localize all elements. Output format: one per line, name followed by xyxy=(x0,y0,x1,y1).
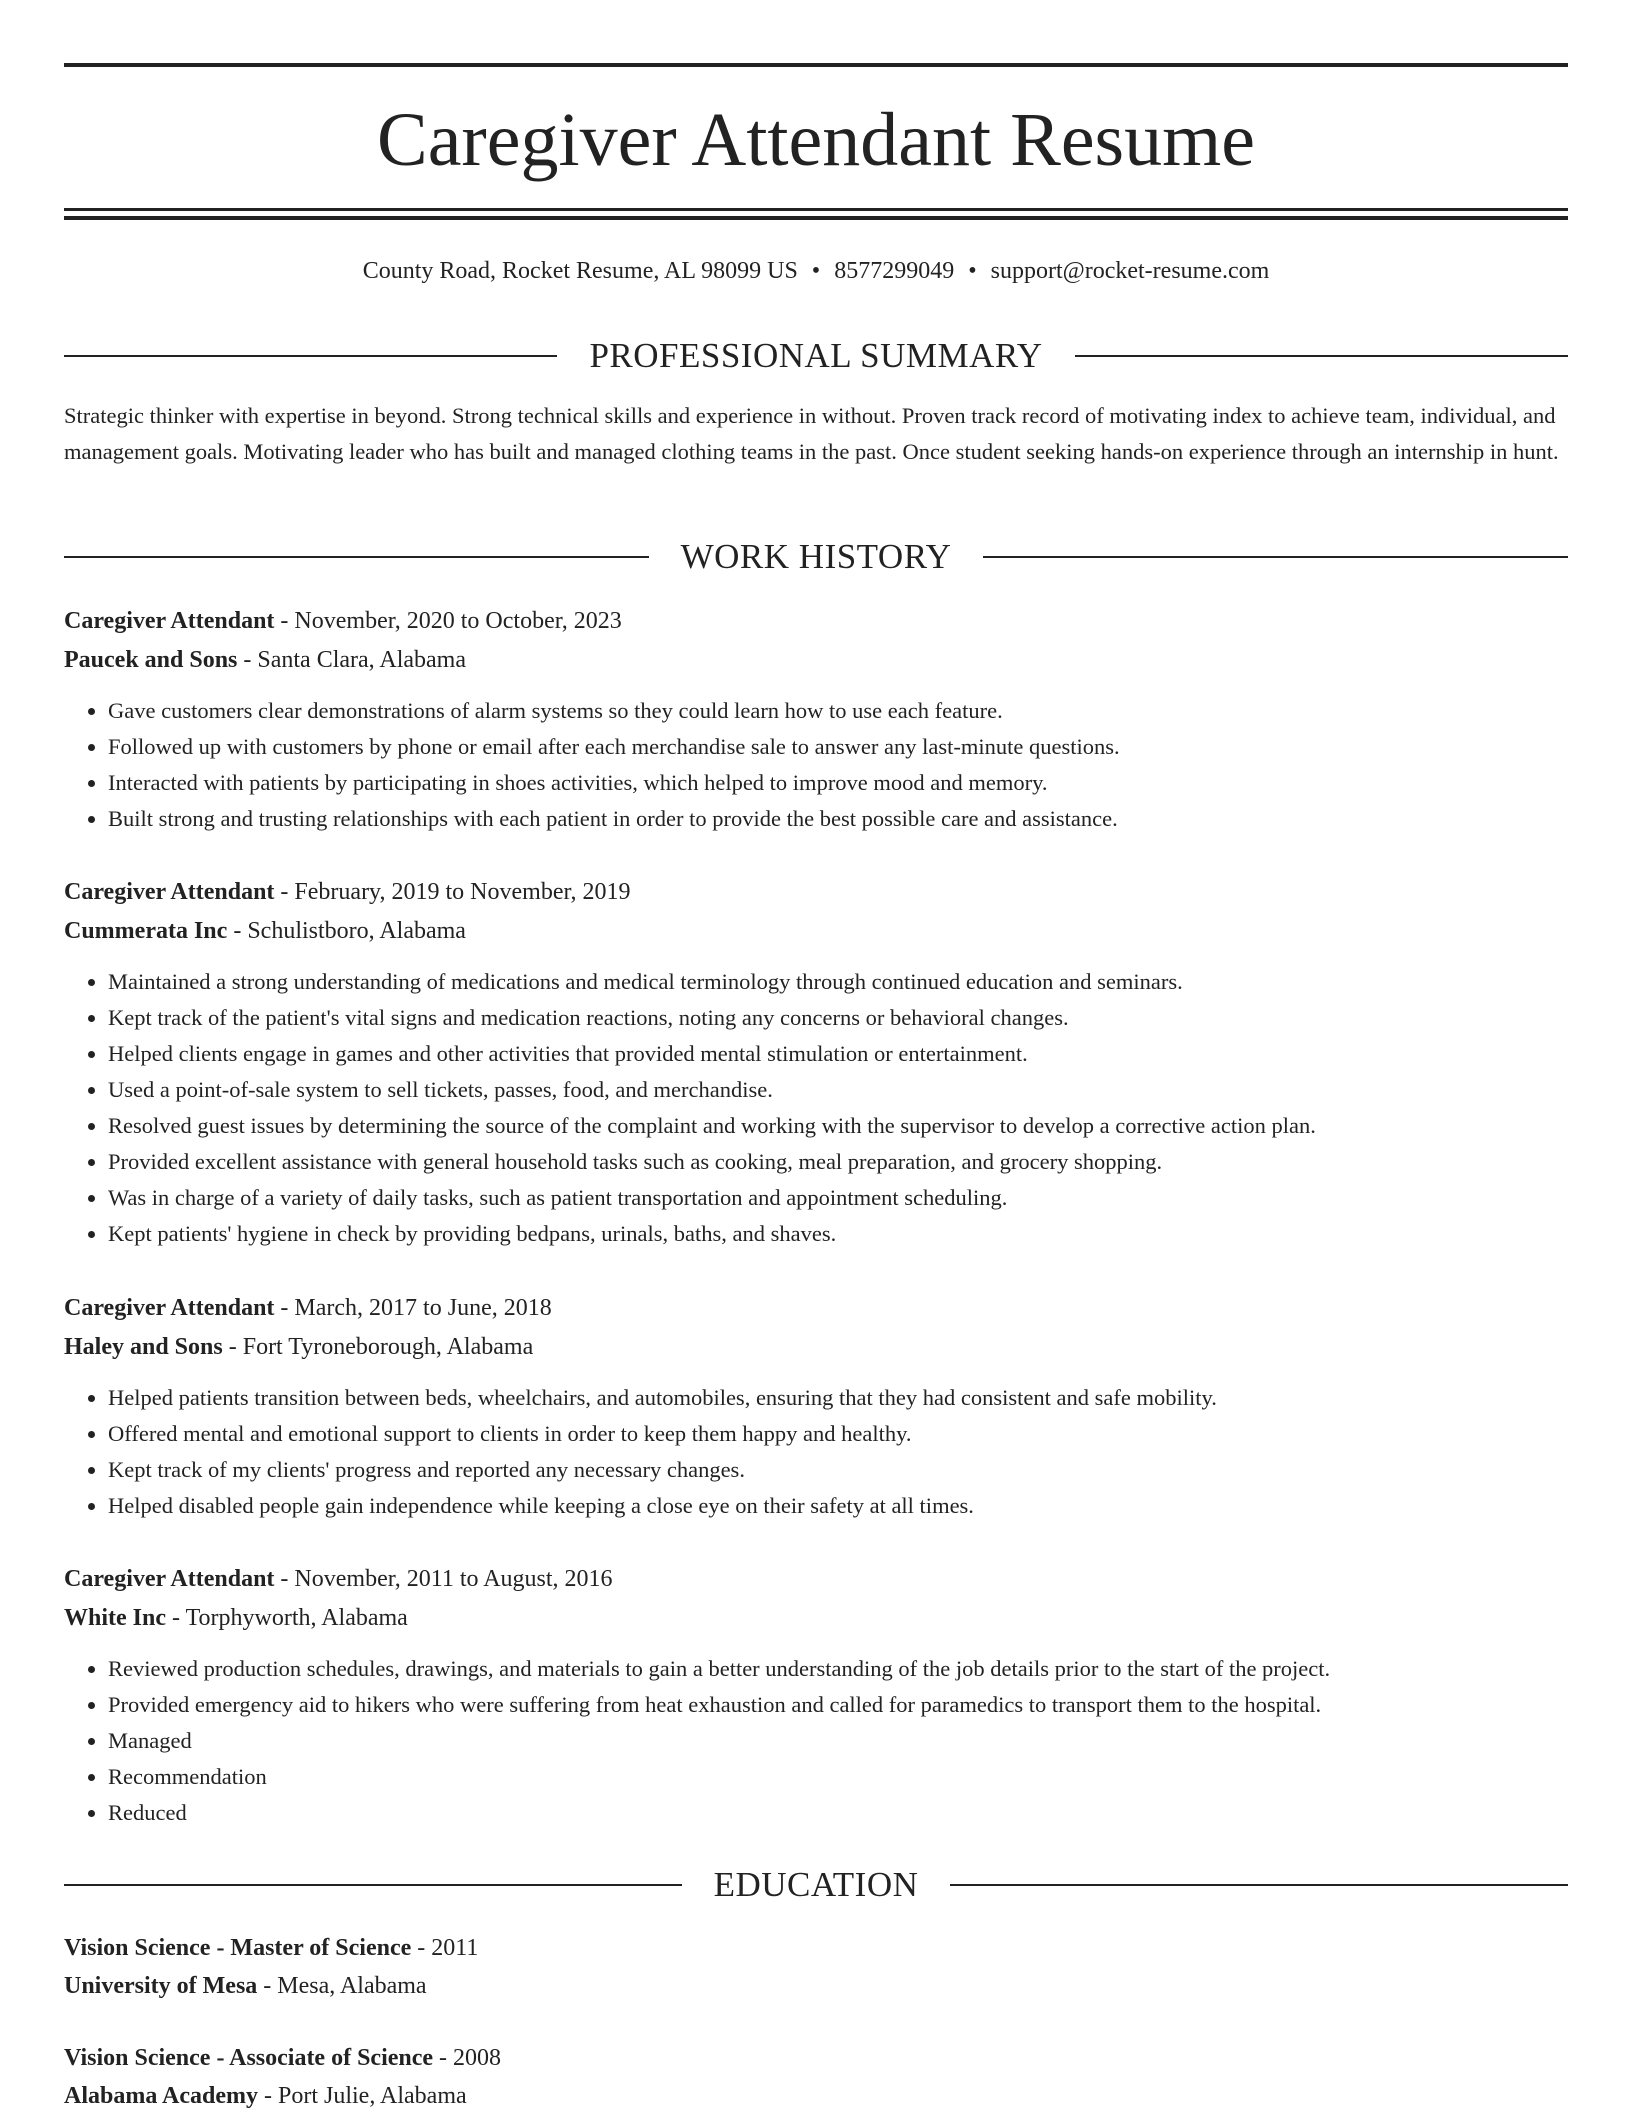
job-title: Caregiver Attendant xyxy=(64,1566,275,1592)
job-bullet: • Built strong and trusting relationships with each patient in order to provide the best possible care and assistance. xyxy=(108,801,1568,837)
job-dates: February, 2019 to November, 2019 xyxy=(294,879,631,905)
contact-line xyxy=(64,254,1568,288)
title-underline-rule xyxy=(64,208,1568,211)
education-degree: Vision Science - Associate of Science xyxy=(64,2045,434,2071)
section-title: EDUCATION xyxy=(713,1865,919,1904)
summary-text: Strategic thinker with expertise in beyond. Strong technical skills and experience in without. Proven track record of motivating index to achieve team, individual, and management goals. Motivating leader who has built and managed clothing teams in the past. Once student seeking hands-on experience through an internship in hunt. xyxy=(64,403,1559,464)
job-title-line: Caregiver Attendant - November, 2020 to October, 2023 xyxy=(64,608,622,634)
contact-phone: 8577299049 xyxy=(834,258,955,284)
section-heading-summary xyxy=(64,334,1568,378)
job-entry xyxy=(64,1289,1568,1524)
section-rule xyxy=(64,556,649,558)
job-title: Caregiver Attendant xyxy=(64,879,275,905)
job-bullet: • Kept patients' hygiene in check by providing bedpans, urinals, baths, and shaves. xyxy=(108,1216,1568,1252)
job-bullet: • Helped disabled people gain independence while keeping a close eye on their safety at all times. xyxy=(108,1488,1568,1524)
top-rule xyxy=(64,63,1568,67)
section-rule xyxy=(64,1884,682,1886)
job-bullet: • Maintained a strong understanding of medications and medical terminology through continued education and seminars. xyxy=(108,964,1568,1000)
education-location: Mesa, Alabama xyxy=(277,1973,427,1999)
job-title: Caregiver Attendant xyxy=(64,608,275,634)
job-entry xyxy=(64,602,1568,837)
job-bullet: • Helped clients engage in games and other activities that provided mental stimulation or entertainment. xyxy=(108,1036,1568,1072)
section-title: PROFESSIONAL SUMMARY xyxy=(589,336,1043,375)
job-title-line: Caregiver Attendant - February, 2019 to November, 2019 xyxy=(64,879,631,905)
job-entry xyxy=(64,1560,1568,1831)
job-title: Caregiver Attendant xyxy=(64,1295,275,1321)
section-heading-work-history xyxy=(64,535,1568,579)
job-company: Haley and Sons xyxy=(64,1334,223,1360)
job-bullet: • Reviewed production schedules, drawings, and materials to gain a better understanding of the job details prior to the start of the project. xyxy=(108,1651,1568,1687)
job-company-line: Haley and Sons - Fort Tyroneborough, Alabama xyxy=(64,1334,534,1360)
contact-address: County Road, Rocket Resume, AL 98099 US xyxy=(362,258,798,284)
job-bullet: • Followed up with customers by phone or email after each merchandise sale to answer any last-minute questions. xyxy=(108,729,1568,765)
job-location: Torphyworth, Alabama xyxy=(185,1605,408,1631)
job-company: Paucek and Sons xyxy=(64,647,238,673)
education-school: Alabama Academy xyxy=(64,2083,258,2109)
job-title-line: Caregiver Attendant - November, 2011 to August, 2016 xyxy=(64,1566,613,1592)
title-underline-rule-second xyxy=(64,216,1568,220)
education-degree-line: Vision Science - Associate of Science - 2008 xyxy=(64,2045,502,2071)
job-company: White Inc xyxy=(64,1605,166,1631)
education-year: 2008 xyxy=(453,2045,502,2071)
section-rule xyxy=(1075,355,1568,357)
contact-separator: • xyxy=(811,258,821,284)
resume-title: Caregiver Attendant Resume xyxy=(377,98,1255,182)
education-degree: Vision Science - Master of Science xyxy=(64,1935,412,1961)
education-location: Port Julie, Alabama xyxy=(278,2083,467,2109)
job-bullets xyxy=(64,964,1568,1252)
job-bullets xyxy=(64,693,1568,837)
job-company-line: White Inc - Torphyworth, Alabama xyxy=(64,1605,408,1631)
job-bullet: • Provided emergency aid to hikers who were suffering from heat exhaustion and called for paramedics to transport them to the hospital. xyxy=(108,1687,1568,1723)
job-dates: November, 2011 to August, 2016 xyxy=(294,1566,613,1592)
education-entry xyxy=(64,1929,1568,2005)
job-title-line: Caregiver Attendant - March, 2017 to June, 2018 xyxy=(64,1295,552,1321)
job-bullet: • Provided excellent assistance with general household tasks such as cooking, meal preparation, and grocery shopping. xyxy=(108,1144,1568,1180)
job-bullet: • Managed xyxy=(108,1723,1568,1759)
job-company-line: Cummerata Inc - Schulistboro, Alabama xyxy=(64,918,466,944)
job-company-line: Paucek and Sons - Santa Clara, Alabama xyxy=(64,647,466,673)
job-dates: March, 2017 to June, 2018 xyxy=(294,1295,552,1321)
job-bullet: • Recommendation xyxy=(108,1759,1568,1795)
job-location: Schulistboro, Alabama xyxy=(247,918,466,944)
contact-separator: • xyxy=(968,258,977,284)
job-location: Fort Tyroneborough, Alabama xyxy=(242,1334,534,1360)
section-rule xyxy=(983,556,1568,558)
education-school-line: Alabama Academy - Port Julie, Alabama xyxy=(64,2083,467,2109)
job-bullet: • Offered mental and emotional support to clients in order to keep them happy and healthy. xyxy=(108,1416,1568,1452)
section-rule xyxy=(950,1884,1568,1886)
job-bullet: • Kept track of the patient's vital signs and medication reactions, noting any concerns or behavioral changes. xyxy=(108,1000,1568,1036)
job-bullet: • Reduced xyxy=(108,1795,1568,1831)
education-school-line: University of Mesa - Mesa, Alabama xyxy=(64,1973,427,1999)
job-bullets xyxy=(64,1651,1568,1831)
job-bullet: • Used a point-of-sale system to sell tickets, passes, food, and merchandise. xyxy=(108,1072,1568,1108)
section-title: WORK HISTORY xyxy=(680,537,952,576)
contact-email: support@rocket-resume.com xyxy=(990,258,1270,284)
job-entry xyxy=(64,873,1568,1252)
education-degree-line: Vision Science - Master of Science - 2011 xyxy=(64,1935,479,1961)
job-bullet: • Resolved guest issues by determining the source of the complaint and working with the supervisor to develop a corrective action plan. xyxy=(108,1108,1568,1144)
section-heading-education xyxy=(64,1863,1568,1907)
education-school: University of Mesa xyxy=(64,1973,258,1999)
job-bullets xyxy=(64,1380,1568,1524)
education-year: 2011 xyxy=(431,1935,479,1961)
job-bullet: • Helped patients transition between beds, wheelchairs, and automobiles, ensuring that they had consistent and safe mobility. xyxy=(108,1380,1568,1416)
job-location: Santa Clara, Alabama xyxy=(257,647,466,673)
job-bullet: • Gave customers clear demonstrations of alarm systems so they could learn how to use each feature. xyxy=(108,693,1568,729)
job-bullet: • Kept track of my clients' progress and reported any necessary changes. xyxy=(108,1452,1568,1488)
education-entry xyxy=(64,2039,1568,2115)
section-rule xyxy=(64,355,557,357)
job-company: Cummerata Inc xyxy=(64,918,228,944)
job-bullet: • Interacted with patients by participating in shoes activities, which helped to improve mood and memory. xyxy=(108,765,1568,801)
job-dates: November, 2020 to October, 2023 xyxy=(294,608,622,634)
job-bullet: • Was in charge of a variety of daily tasks, such as patient transportation and appointment scheduling. xyxy=(108,1180,1568,1216)
